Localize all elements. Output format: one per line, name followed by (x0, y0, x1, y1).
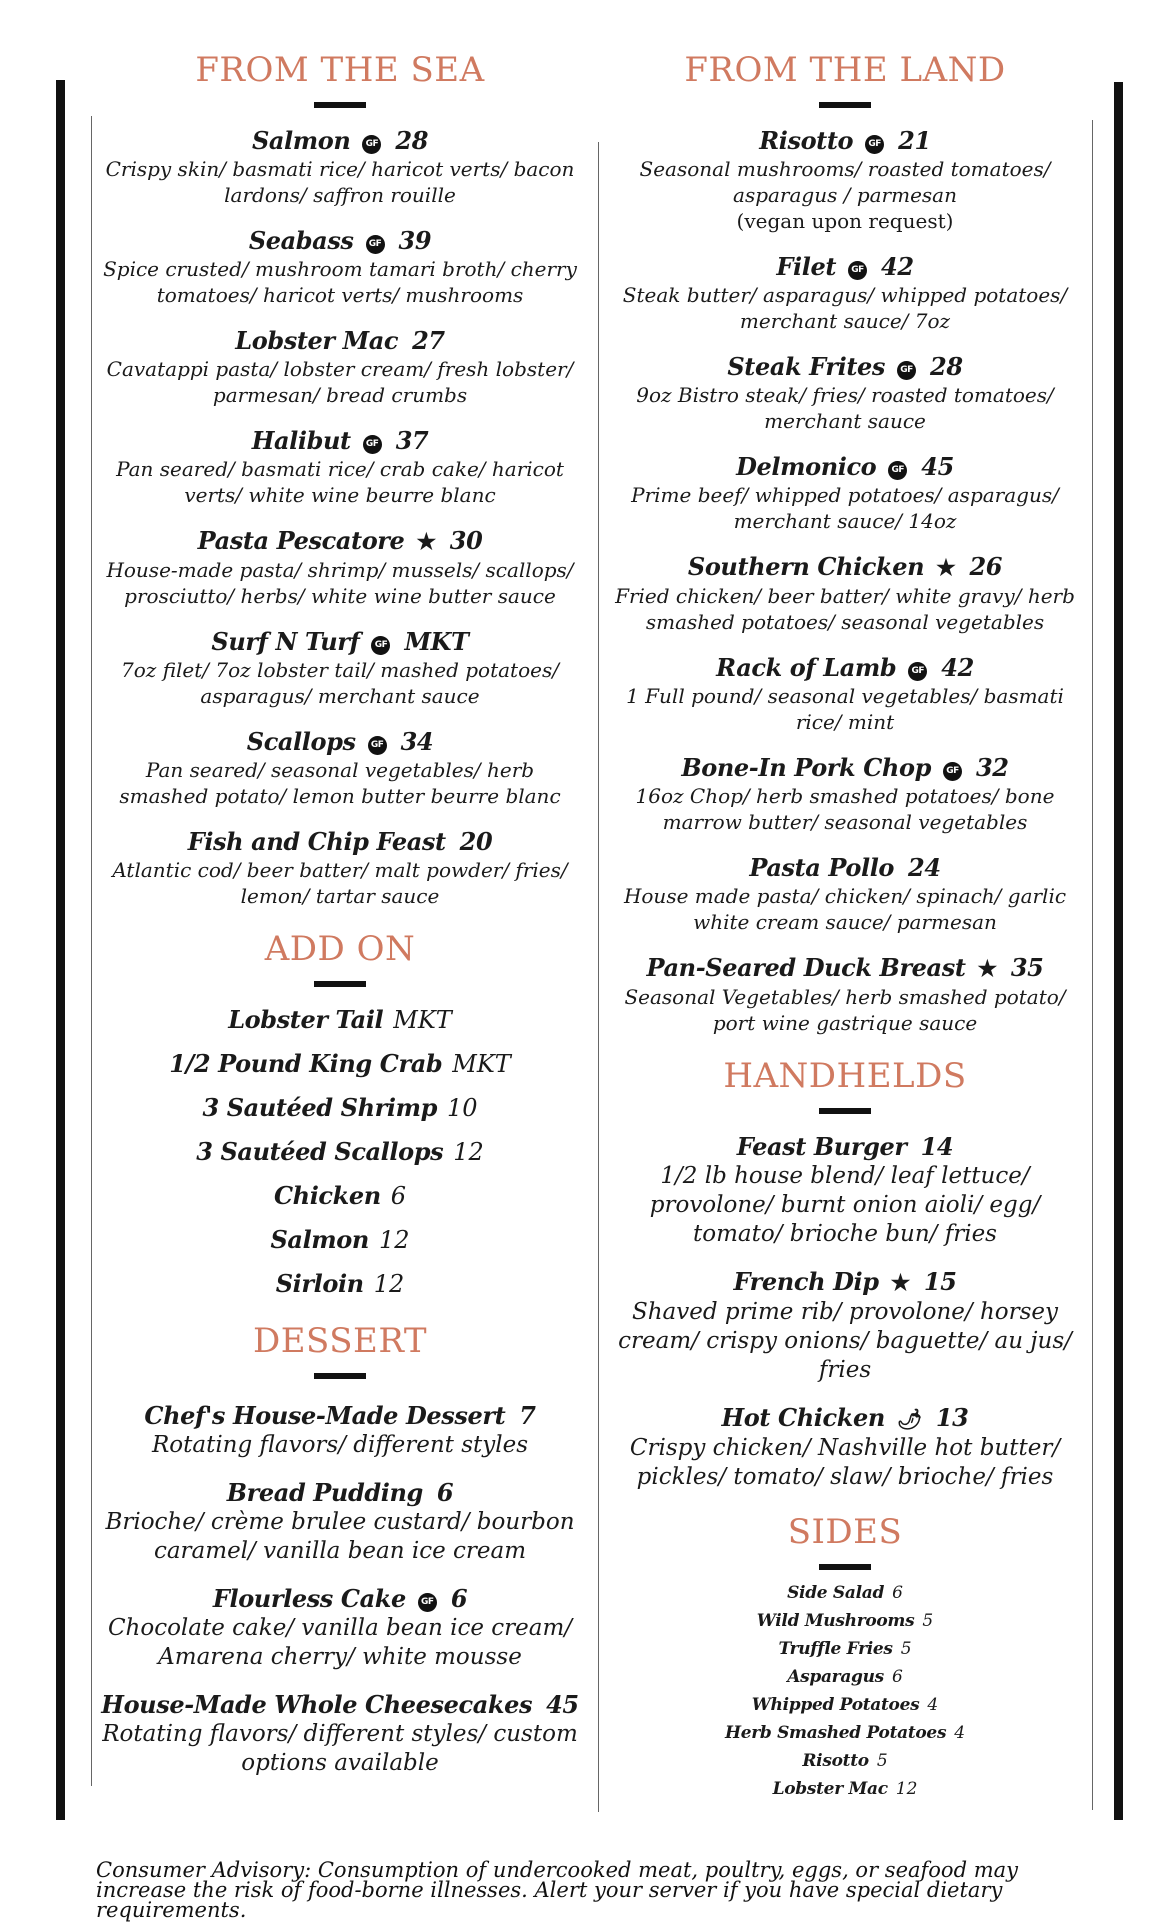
menu-item-heading (612, 452, 1078, 482)
menu-item (100, 226, 580, 308)
addon-price: MKT (393, 1006, 452, 1034)
side-item (612, 1694, 1078, 1716)
item-description: Rotating flavors/ different styles/ custom options available (102, 1721, 578, 1776)
menu-item-heading (612, 1267, 1078, 1298)
side-name: Herb Smashed Potatoes (724, 1723, 947, 1743)
menu-item-heading (100, 727, 580, 757)
gluten-free-icon: GF (418, 1593, 437, 1612)
side-name: Asparagus (787, 1667, 884, 1687)
addon-name: Lobster Tail (228, 1005, 384, 1034)
item-name: Southern Chicken (687, 552, 925, 581)
item-price: 7 (519, 1401, 536, 1430)
section-sides (612, 1510, 1078, 1800)
menu-item-heading (100, 226, 580, 256)
menu-item (100, 1401, 580, 1460)
menu-item-heading (100, 1690, 580, 1720)
side-item (612, 1610, 1078, 1632)
item-name: Flourless Cake (212, 1584, 406, 1613)
menu-item-heading (100, 126, 580, 156)
item-price: 6 (450, 1584, 468, 1613)
gluten-free-icon: GF (888, 461, 907, 480)
section-title: FROM THE SEA (195, 50, 485, 90)
item-name: Seabass (248, 226, 354, 255)
menu-item-heading (100, 526, 580, 557)
menu-list (100, 126, 580, 909)
side-item (612, 1666, 1078, 1688)
addon-name: Sirloin (275, 1269, 364, 1298)
item-name: French Dip (733, 1267, 879, 1296)
item-description: 9oz Bistro steak/ fries/ roasted tomatoes/ merchant sauce (636, 383, 1054, 433)
menu-item (612, 352, 1078, 434)
item-description: Atlantic cod/ beer batter/ malt powder/ fries/ lemon/ tartar sauce (112, 858, 568, 908)
gluten-free-icon: GF (363, 435, 382, 454)
item-name: Feast Burger (736, 1132, 907, 1161)
addon-item (100, 1093, 580, 1123)
menu-item-heading (100, 426, 580, 456)
side-price: 5 (900, 1639, 912, 1659)
addon-name: 3 Sautéed Scallops (196, 1137, 444, 1166)
item-price: 28 (395, 126, 429, 155)
menu-item-heading (100, 326, 580, 356)
side-price: 5 (922, 1611, 934, 1631)
left-inner-line (91, 116, 92, 1786)
item-name: Filet (776, 252, 837, 281)
menu-item-heading (100, 627, 580, 657)
menu-list (612, 126, 1078, 1036)
item-name: Surf N Turf (211, 627, 360, 656)
item-name: Bone-In Pork Chop (681, 753, 931, 782)
section-title: SIDES (787, 1512, 903, 1552)
side-item (612, 1778, 1078, 1800)
side-item (612, 1722, 1078, 1744)
menu-item-heading (612, 653, 1078, 683)
item-price: 15 (923, 1267, 957, 1296)
menu-item (612, 1403, 1078, 1492)
menu-item (612, 252, 1078, 334)
item-price: 24 (908, 853, 941, 882)
item-price: 30 (449, 526, 483, 555)
left-column (100, 48, 580, 1796)
addon-price: 10 (446, 1094, 478, 1122)
item-name: Delmonico (736, 452, 877, 481)
title-underline (314, 102, 366, 108)
addon-item (100, 1181, 580, 1211)
item-name: Lobster Mac (235, 326, 399, 355)
side-name: Risotto (802, 1751, 869, 1771)
item-price: 14 (920, 1132, 954, 1161)
item-name: Hot Chicken (721, 1403, 885, 1432)
menu-item (612, 1132, 1078, 1249)
side-price: 4 (927, 1695, 939, 1715)
item-name: Salmon (251, 126, 351, 155)
addon-name: 1/2 Pound King Crab (169, 1049, 443, 1078)
side-price: 5 (876, 1751, 888, 1771)
gluten-free-icon: GF (366, 235, 385, 254)
menu-list (100, 1401, 580, 1778)
addon-item (100, 1225, 580, 1255)
gluten-free-icon: GF (897, 361, 916, 380)
side-price: 6 (892, 1583, 903, 1603)
addon-price: 12 (453, 1138, 484, 1166)
item-description: Chocolate cake/ vanilla bean ice cream/ Amarena cherry/ white mousse (107, 1615, 573, 1670)
gluten-free-icon: GF (371, 636, 390, 655)
right-column (612, 48, 1078, 1806)
item-price: 45 (921, 452, 954, 481)
item-description: 16oz Chop/ herb smashed potatoes/ bone marrow butter/ seasonal vegetables (635, 784, 1055, 834)
gluten-free-icon: GF (848, 261, 867, 280)
sides-list (612, 1582, 1078, 1800)
menu-item-heading (612, 126, 1078, 156)
side-item (612, 1750, 1078, 1772)
item-name: Chef's House-Made Dessert (144, 1401, 506, 1430)
menu-item (612, 126, 1078, 234)
gluten-free-icon: GF (908, 662, 927, 681)
item-price: 20 (459, 827, 493, 856)
item-name: Halibut (251, 426, 351, 455)
addon-name: Chicken (273, 1181, 381, 1210)
item-name: Pasta Pollo (749, 853, 895, 882)
item-price: 35 (1010, 953, 1044, 982)
menu-item (100, 526, 580, 609)
item-price: 39 (398, 226, 432, 255)
menu-item-heading (612, 1403, 1078, 1434)
section-handhelds (612, 1054, 1078, 1492)
menu-item-heading (100, 1478, 580, 1508)
menu-item (100, 1584, 580, 1672)
item-price: 27 (412, 326, 445, 355)
addon-list (100, 1005, 580, 1299)
menu-item-heading (612, 853, 1078, 883)
item-description: Pan seared/ basmati rice/ crab cake/ haricot verts/ white wine beurre blanc (116, 457, 564, 507)
item-description: Cavatappi pasta/ lobster cream/ fresh lobster/ parmesan/ bread crumbs (106, 357, 574, 407)
menu-item (100, 727, 580, 809)
side-name: Wild Mushrooms (756, 1611, 915, 1631)
right-inner-line (1092, 120, 1093, 1810)
menu-item-heading (100, 1401, 580, 1431)
menu-item (612, 753, 1078, 835)
item-price: 42 (881, 252, 914, 281)
item-name: Bread Pudding (226, 1478, 423, 1507)
item-price: 37 (395, 426, 429, 455)
item-description: Spice crusted/ mushroom tamari broth/ cherry tomatoes/ haricot verts/ mushrooms (103, 257, 577, 307)
menu-item-heading (612, 352, 1078, 382)
title-underline (819, 1564, 871, 1570)
section-add-on (100, 927, 580, 1299)
star-icon: ★ (936, 555, 956, 581)
side-name: Lobster Mac (772, 1779, 888, 1799)
section-title: DESSERT (252, 1321, 428, 1361)
side-name: Truffle Fries (778, 1639, 893, 1659)
menu-item (100, 326, 580, 408)
item-price: 45 (546, 1690, 579, 1719)
menu-item-heading (612, 953, 1078, 984)
menu-item (612, 953, 1078, 1036)
title-underline (819, 102, 871, 108)
menu-item (100, 627, 580, 709)
gluten-free-icon: GF (943, 762, 962, 781)
item-name: Scallops (246, 727, 356, 756)
item-note: (vegan upon request) (736, 209, 954, 233)
menu-item-heading (612, 1132, 1078, 1162)
side-name: Whipped Potatoes (751, 1695, 920, 1715)
addon-item (100, 1005, 580, 1035)
gluten-free-icon: GF (362, 135, 381, 154)
menu-list (612, 1132, 1078, 1492)
addon-name: Salmon (270, 1225, 369, 1254)
item-price: MKT (404, 627, 469, 656)
section-title: ADD ON (264, 929, 416, 969)
item-description: 1 Full pound/ seasonal vegetables/ basmati rice/ mint (626, 684, 1064, 734)
menu-item-heading (100, 1584, 580, 1614)
addon-name: 3 Sautéed Shrimp (202, 1093, 437, 1122)
item-description: Rotating flavors/ different styles (151, 1432, 529, 1458)
gluten-free-icon: GF (865, 135, 884, 154)
item-description: Crispy chicken/ Nashville hot butter/ pickles/ tomato/ slaw/ brioche/ fries (629, 1435, 1061, 1490)
item-description: Pan seared/ seasonal vegetables/ herb smashed potato/ lemon butter beurre blanc (119, 758, 561, 808)
title-underline (314, 981, 366, 987)
side-item (612, 1638, 1078, 1660)
item-description: Fried chicken/ beer batter/ white gravy/ herb smashed potatoes/ seasonal vegetables (615, 584, 1075, 634)
addon-item (100, 1137, 580, 1167)
section-dessert (100, 1319, 580, 1778)
menu-item (100, 1478, 580, 1566)
menu-item (100, 126, 580, 208)
center-divider-line (598, 142, 599, 1812)
item-description: House-made pasta/ shrimp/ mussels/ scallops/ prosciutto/ herbs/ white wine butter sauce (106, 558, 574, 608)
side-price: 4 (954, 1723, 966, 1743)
item-price: 6 (436, 1478, 454, 1507)
item-price: 28 (930, 352, 963, 381)
item-name: House-Made Whole Cheesecakes (101, 1690, 533, 1719)
section-from-the-land (612, 48, 1078, 1036)
star-icon: ★ (416, 529, 436, 555)
menu-item (100, 1690, 580, 1778)
item-name: Pan-Seared Duck Breast (646, 953, 966, 982)
menu-item-heading (100, 827, 580, 857)
title-underline (819, 1108, 871, 1114)
menu-item (100, 827, 580, 909)
item-price: 32 (975, 753, 1009, 782)
item-name: Fish and Chip Feast (187, 827, 446, 856)
item-description: Brioche/ crème brulee custard/ bourbon caramel/ vanilla bean ice cream (105, 1509, 575, 1564)
section-title: FROM THE LAND (684, 50, 1006, 90)
side-price: 6 (891, 1667, 903, 1687)
menu-item-heading (612, 252, 1078, 282)
menu-item (100, 426, 580, 508)
section-title: HANDHELDS (723, 1056, 967, 1096)
gluten-free-icon: GF (368, 736, 387, 755)
menu-item-heading (612, 753, 1078, 783)
left-border-bar (56, 80, 65, 1820)
menu-item (612, 552, 1078, 635)
menu-item (612, 853, 1078, 935)
title-underline (314, 1373, 366, 1379)
item-description: Crispy skin/ basmati rice/ haricot verts/ bacon lardons/ saffron rouille (105, 157, 575, 207)
star-icon: ★ (977, 956, 997, 982)
star-icon: ★ (890, 1270, 910, 1296)
chili-pepper-icon: 🌶 (896, 1407, 922, 1431)
addon-price: 6 (390, 1182, 407, 1210)
item-price: 21 (898, 126, 931, 155)
side-item (612, 1582, 1078, 1604)
item-description: Steak butter/ asparagus/ whipped potatoes/ merchant sauce/ 7oz (622, 283, 1068, 333)
item-name: Risotto (759, 126, 854, 155)
item-description: Shaved prime rib/ provolone/ horsey cream/ crispy onions/ baguette/ au jus/ fries (618, 1299, 1072, 1383)
item-description: Seasonal Vegetables/ herb smashed potato/ port wine gastrique sauce (624, 985, 1066, 1035)
item-price: 13 (935, 1403, 969, 1432)
item-name: Rack of Lamb (716, 653, 897, 682)
item-price: 42 (941, 653, 974, 682)
side-price: 12 (895, 1779, 918, 1799)
addon-price: 12 (378, 1226, 410, 1254)
menu-item (612, 452, 1078, 534)
addon-price: MKT (452, 1050, 511, 1078)
item-name: Pasta Pescatore (197, 526, 405, 555)
menu-item (612, 653, 1078, 735)
item-description: Seasonal mushrooms/ roasted tomatoes/ asparagus / parmesan (639, 157, 1051, 207)
menu-item-heading (612, 552, 1078, 583)
item-description: 7oz filet/ 7oz lobster tail/ mashed potatoes/ asparagus/ merchant sauce (121, 658, 559, 708)
addon-price: 12 (373, 1270, 405, 1298)
addon-item (100, 1049, 580, 1079)
section-from-the-sea (100, 48, 580, 909)
item-description: 1/2 lb house blend/ leaf lettuce/ provolone/ burnt onion aioli/ egg/ tomato/ brioche bun/ fries (649, 1163, 1041, 1247)
item-name: Steak Frites (727, 352, 886, 381)
menu-item (612, 1267, 1078, 1385)
item-price: 26 (969, 552, 1003, 581)
addon-item (100, 1269, 580, 1299)
side-name: Side Salad (787, 1583, 885, 1603)
item-description: Prime beef/ whipped potatoes/ asparagus/ merchant sauce/ 14oz (631, 483, 1059, 533)
right-border-bar (1114, 82, 1123, 1820)
item-price: 34 (400, 727, 434, 756)
item-description: House made pasta/ chicken/ spinach/ garlic white cream sauce/ parmesan (623, 884, 1067, 934)
consumer-advisory: Consumer Advisory: Consumption of undercooked meat, poultry, eggs, or seafood may increase the risk of food-borne illnesses. Alert your server if you have special dietary requirements. (96, 1858, 1018, 1922)
